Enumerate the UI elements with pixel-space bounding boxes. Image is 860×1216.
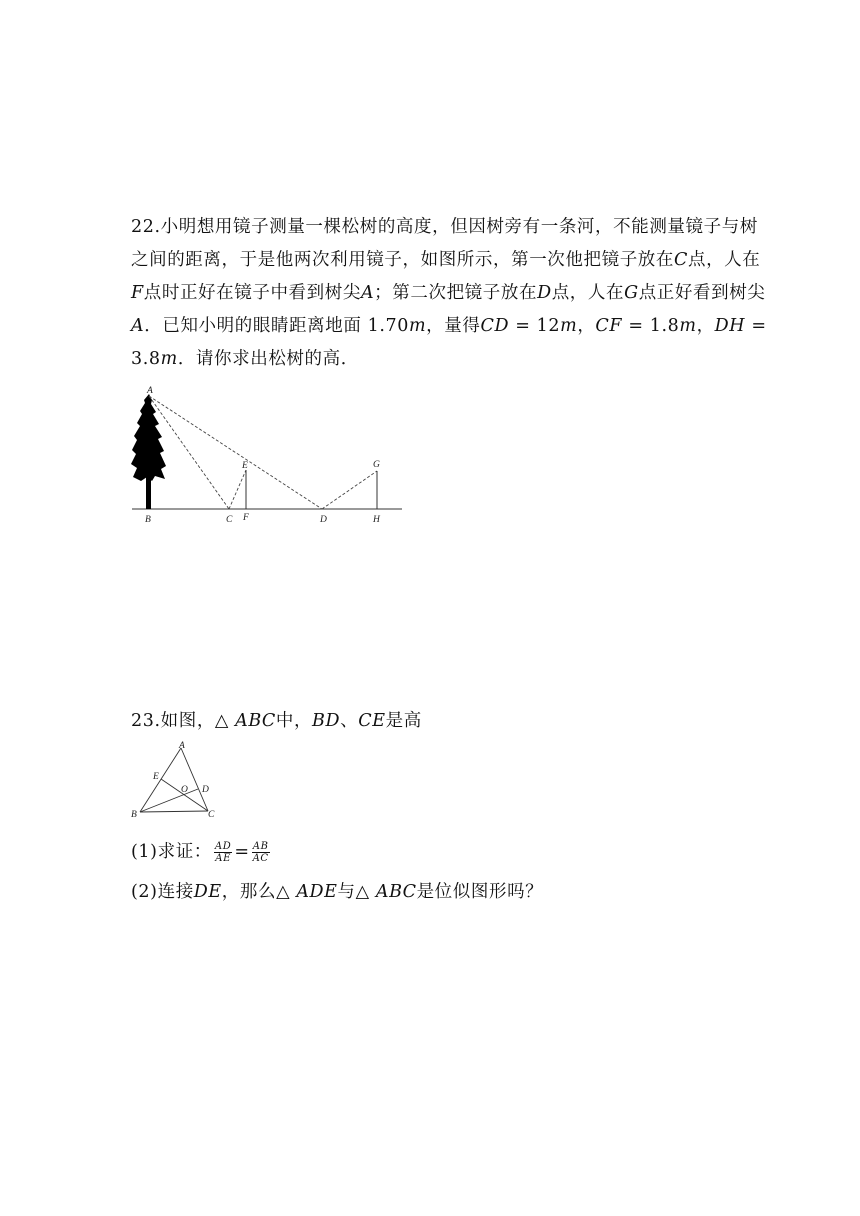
sightline-C-E [229,470,246,509]
label-O: O [181,785,188,795]
label-D: D [320,515,327,525]
q23-intro: 23.如图，△ 𝐴𝐵𝐶中，𝐵𝐷、𝐶𝐸是高 [131,711,422,731]
fraction-AB-over-AC: $\frac{AB}{AC}$ [252,841,269,864]
equals-sign: = [234,842,250,862]
label-D: D [202,785,209,795]
pine-tree-icon [131,394,166,509]
q23-part1-prefix: (1)求证： [131,842,212,862]
label-A: A [147,386,153,396]
sightline-D-G [322,471,377,509]
q22-line-5: 3.8𝑚．请你求出松树的高． [131,349,359,369]
q23-triangle-figure [128,738,224,822]
q22-line-4: 𝐴．已知小明的眼睛距离地面 1.70𝑚，量得𝐶𝐷 = 12𝑚，𝐶𝐹 = 1.8𝑚，𝐷𝐻 = [131,316,767,336]
q22-line-3: 𝐹点时正好在镜子中看到树尖𝐴；第二次把镜子放在𝐷点，人在𝐺点正好看到树尖 [131,283,766,303]
label-F: F [243,513,249,523]
q22-mirror-figure [128,384,408,530]
label-C: C [226,515,233,525]
label-H: H [373,515,380,525]
q23-part2: (2)连接𝐷𝐸，那么△ 𝐴𝐷𝐸与△ 𝐴𝐵𝐶是位似图形吗？ [131,882,544,902]
label-A: A [179,741,185,751]
label-E: E [153,772,159,782]
fraction-AD-over-AE: $\frac{AD}{AE}$ [214,841,232,864]
altitude-BD [140,789,198,812]
q23-part1 [131,838,272,864]
q22-line-2: 之间的距离，于是他两次利用镜子，如图所示，第一次他把镜子放在𝐶点，人在 [131,250,761,270]
label-E: E [242,461,248,471]
q22-line-1: 22.小明想用镜子测量一棵松树的高度，但因树旁有一条河，不能测量镜子与树 [131,217,758,237]
sightline-A-D [149,396,322,509]
label-B: B [131,810,137,820]
side-BC [140,811,208,812]
side-AB [140,748,181,812]
label-G: G [373,460,380,470]
label-B: B [145,515,151,525]
label-C: C [208,810,215,820]
